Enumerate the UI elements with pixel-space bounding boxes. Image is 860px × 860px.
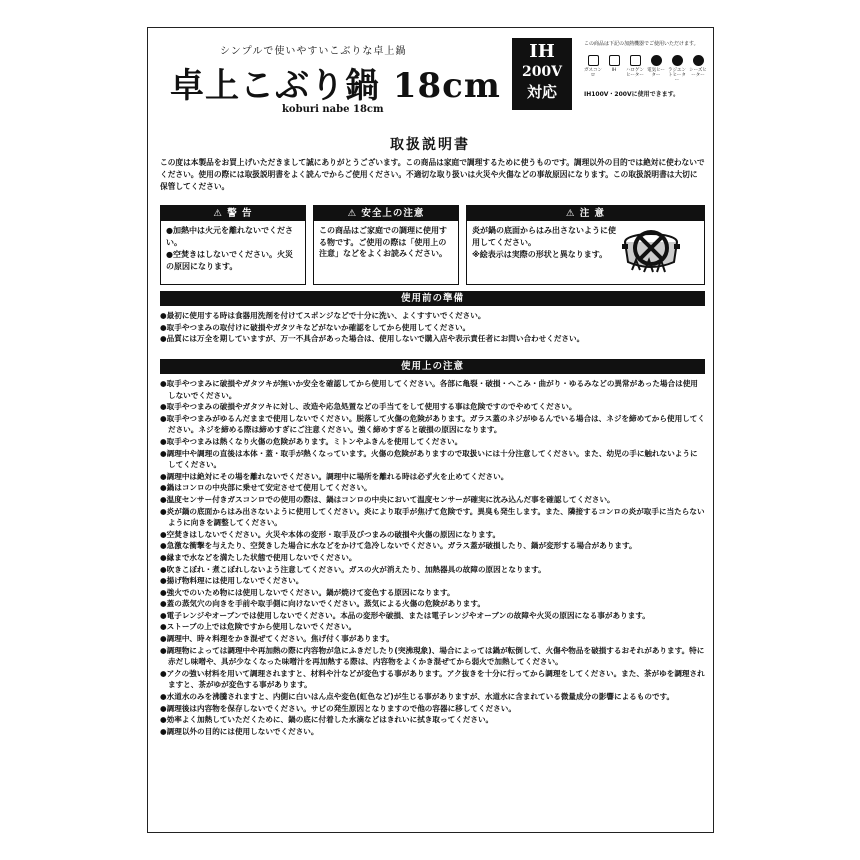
heat-source-label: ラジエントヒーター <box>668 68 686 83</box>
heat-source-panel <box>584 40 709 98</box>
intro-paragraph: この度は本製品をお買上げいただきまして誠にありがとうございます。この商品は家庭で調理するために使うものです。調理以外の目的では絶対に使わないでください。使用の際には取扱説明書をよく読んでからご使用ください。不適切な取り扱いは火災や火傷などの事故原因になります。この取扱説明書は大切に保管してください。 <box>160 158 705 191</box>
before-use-list <box>160 310 705 345</box>
ih-heater-icon <box>605 55 623 83</box>
caution-line: 炎が鍋の底面からはみ出さないように使用してください。 <box>472 226 616 247</box>
list-item: ●品質には万全を期していますが、万一不具合があった場合は、使用しないで購入店や表示責任者にお問い合わせください。 <box>160 334 585 344</box>
list-item: ●取手やつまみの破損やガタツキに対し、改造や応急処置などの手当てをして使用する事は危険ですのでやめてください。 <box>160 402 577 412</box>
precautions-header: 使用上の注意 <box>160 359 705 374</box>
before-use-header: 使用前の準備 <box>160 291 705 306</box>
list-item: ●急激な衝撃を与えたり、空焚きした場合に水などをかけて急冷しないでください。ガラス蓋が破損したり、鍋が変形する場合があります。 <box>160 541 637 551</box>
warning-box-title: ⚠ 警 告 <box>161 206 305 221</box>
product-subtitle: koburi nabe 18cm <box>282 104 384 115</box>
warning-line: ●加熱中は火元を離れないでください。 <box>166 226 293 247</box>
precautions-list <box>160 378 705 737</box>
ih-badge-line: 対応 <box>526 83 557 101</box>
list-item: ●調理物によっては調理中や再加熱の際に内容物が急にふきだしたり(突沸現象)、場合によっては鍋が転倒して、火傷や物品を破損するおそれがあります。特に赤だし味噌や、具が少なくなった味噌汁を再加熱する際は、内容物をよくかき混ぜてから弱火で加熱してください。 <box>160 645 705 667</box>
list-item: ●鍋はコンロの中央部に乗せて安定させて使用してください。 <box>160 483 372 493</box>
list-item: ●取手やつまみは熱くなり火傷の危険があります。ミトンやふきんを使用してください。 <box>160 436 463 446</box>
heat-source-label: IH <box>611 68 617 73</box>
list-item: ●縁まで水などを満たした状態で使用しないでください。 <box>160 552 357 562</box>
list-item: ●空焚きはしないでください。火災や本体の変形・取手及びつまみの破損や火傷の原因になります。 <box>160 529 501 539</box>
list-item: ●ストーブの上では危険ですから使用しないでください。 <box>160 622 357 632</box>
list-item: ●温度センサー付きガスコンロでの使用の際は、鍋はコンロの中央において温度センサーが確実に沈み込んだ事を確認してください。 <box>160 494 615 504</box>
safety-line: この商品はご家庭での調理に使用する物です。ご使用の際は「使用上の注意」などをよくお読みください。 <box>319 226 447 258</box>
safety-box-title: ⚠ 安全上の注意 <box>314 206 458 221</box>
product-title: 卓上こぶり鍋 18cm <box>170 66 501 106</box>
list-item: ●調理中や調理の直後は本体・蓋・取手が熱くなっています。火傷の危険がありますので取扱いには十分注意してください。また、幼児の手に触れないようにしてください。 <box>160 448 698 470</box>
list-item: ●炎が鍋の底面からはみ出さないように使用してください。炎により取手が焦げて危険です。異臭も発生します。また、隣接するコンロの炎が取手に当たらないように向きを調整してください。 <box>160 506 705 528</box>
list-item: ●調理中、時々料理をかき混ぜてください。焦げ付く事があります。 <box>160 634 394 644</box>
caution-line: ※絵表示は実際の形状と異なります。 <box>472 250 608 259</box>
list-item: ●効率よく加熱していただくために、鍋の底に付着した水滴などはきれいに拭き取ってください。 <box>160 715 494 725</box>
list-item: ●強火でのいため物には使用しないでください。鍋が焼けて変色する原因になります。 <box>160 587 455 597</box>
electric-stove-icon <box>647 55 665 83</box>
list-item: ●調理後は内容物を保存しないでください。サビの発生原因となりますので他の容器に移してください。 <box>160 703 516 713</box>
ih-200v-badge <box>512 38 572 110</box>
list-item: ●取手やつまみに破損やガタツキが無いか安全を確認してから使用してください。各部に亀裂・破損・へこみ・曲がり・ゆるみなどの異常があった場合は使用しないでください。 <box>160 379 698 400</box>
warning-line: ●空焚きはしないでください。火災の原因になります。 <box>166 250 293 271</box>
safety-box <box>313 205 459 285</box>
heat-source-label: ハロゲンヒーター <box>626 68 644 78</box>
sheathed-heater-icon <box>689 55 707 83</box>
electric-heater-icon <box>626 55 644 83</box>
heat-source-note: IH100V・200Vに使用できます。 <box>584 91 680 98</box>
heat-source-label: ガスコンロ <box>584 68 602 78</box>
list-item: ●取手やつまみの取付けに破損やガタツキなどがないか確認をしてから使用してください。 <box>160 322 471 332</box>
warning-box <box>160 205 306 285</box>
pot-flame-warning-icon <box>622 224 680 278</box>
radiant-heater-icon <box>668 55 686 83</box>
list-item: ●吹きこぼれ・煮こぼれしないよう注意してください。ガスの火が消えたり、加熱器具の故障の原因となります。 <box>160 564 546 574</box>
list-item: ●蓋の蒸気穴の向きを手前や取手側に向けないでください。蒸気による火傷の危険があります。 <box>160 599 485 609</box>
heat-source-caption: この商品は下記の加熱機器でご使用いただけます。 <box>584 41 699 47</box>
heat-source-label: シーズヒーター <box>689 68 707 78</box>
gas-stove-icon <box>584 55 602 83</box>
list-item: ●調理中は絶対にその場を離れないでください。調理中に場所を離れる時は必ず火を止めてください。 <box>160 471 509 481</box>
list-item: ●最初に使用する時は食器用洗剤を付けてスポンジなどで十分に洗い、よくすすいでください。 <box>160 311 486 320</box>
heat-source-label: 電気ヒーター <box>647 68 665 78</box>
list-item: ●取手やつまみがゆるんだままで使用しないでください。脱落して火傷の危険があります。ガラス蓋のネジがゆるんでいる場合は、ネジを締めてから使用してください。ネジを締める際は締めすぎにご注意ください。強く締めすぎると破損の原因になります。 <box>160 413 705 435</box>
list-item: ●調理以外の目的には使用しないでください。 <box>160 726 319 736</box>
list-item: ●揚げ物料理には使用しないでください。 <box>160 576 304 586</box>
document-title: 取扱説明書 <box>390 137 470 153</box>
list-item: ●アクの強い材料を用いて調理されますと、材料や汁などが変色する事があります。アク抜きを十分に行ってから調理をしてください。また、茶がゆを調理されますと、茶がゆが変色する事があります。 <box>160 668 705 690</box>
caution-box-title: ⚠ 注 意 <box>467 206 704 221</box>
heat-source-icons <box>584 55 709 83</box>
list-item: ●電子レンジやオーブンでは使用しないでください。本品の変形や破損、または電子レンジやオーブンの故障や火災の原因になる事があります。 <box>160 610 650 620</box>
list-item: ●水道水のみを沸騰されますと、内側に白いはん点や変色(虹色など)が生じる事がありますが、水道水に含まれている微量成分の影響によるものです。 <box>160 692 675 702</box>
tagline: シンプルで使いやすいこぶりな卓上鍋 <box>220 46 407 57</box>
ih-badge-line: 200V <box>521 64 563 80</box>
ih-badge-line: IH <box>529 41 555 62</box>
